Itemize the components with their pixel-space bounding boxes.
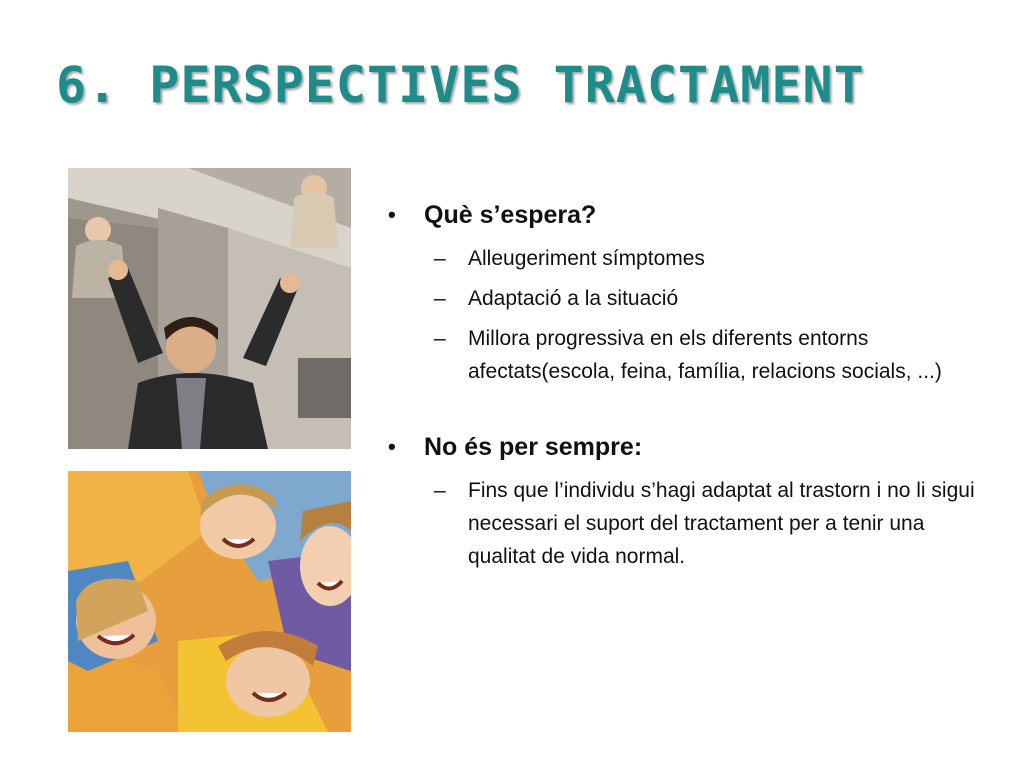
slide-title: 6. PERSPECTIVES TRACTAMENT bbox=[56, 56, 865, 114]
section-expectations bbox=[386, 198, 996, 388]
bullet-icon: • bbox=[388, 202, 396, 227]
slide-content bbox=[386, 198, 996, 580]
dash-icon: – bbox=[434, 479, 446, 502]
heading-text: Què s’espera? bbox=[424, 201, 597, 229]
dash-icon: – bbox=[434, 287, 446, 310]
sub-item bbox=[386, 282, 996, 315]
sub-item-text: Fins que l’individu s’hagi adaptat al trastorn i no li sigui necessari el suport del tractament per a tenir una qualitat de vida normal. bbox=[468, 479, 975, 568]
sub-item bbox=[386, 474, 996, 573]
dash-icon: – bbox=[434, 327, 446, 350]
sub-item-text: Millora progressiva en els diferents entorns afectats(escola, feina, família, relacions socials, ...) bbox=[468, 327, 942, 383]
heading-text: No és per sempre: bbox=[424, 433, 643, 461]
sub-list bbox=[386, 242, 996, 388]
children-laughing-photo bbox=[68, 471, 351, 732]
sub-item-text: Adaptació a la situació bbox=[468, 287, 679, 310]
office-celebration-photo bbox=[68, 168, 351, 449]
section-not-forever bbox=[386, 430, 996, 573]
bullet-heading bbox=[386, 430, 996, 464]
sub-list bbox=[386, 474, 996, 573]
bullet-heading bbox=[386, 198, 996, 232]
sub-item bbox=[386, 322, 996, 388]
bullet-icon: • bbox=[388, 434, 396, 459]
dash-icon: – bbox=[434, 247, 446, 270]
sub-item bbox=[386, 242, 996, 275]
sub-item-text: Alleugeriment símptomes bbox=[468, 247, 705, 270]
